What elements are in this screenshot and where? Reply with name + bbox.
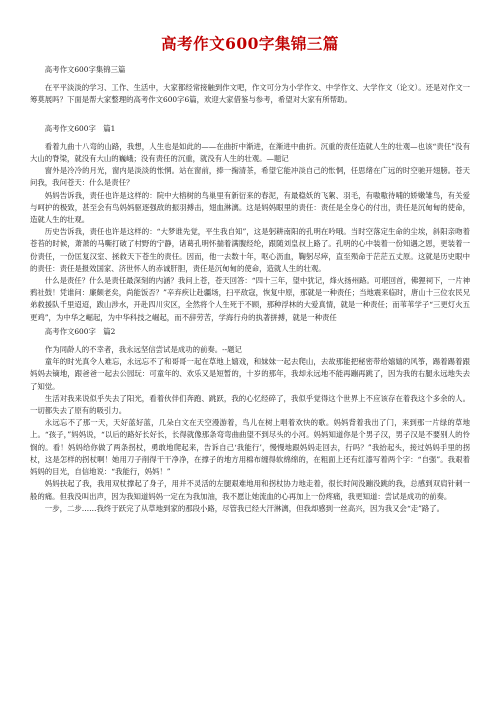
- intro-paragraph: 在平平淡淡的学习、工作、生活中，大家都经常接触到作文吧，作文可分为小学作文、中学作文、大学作文（论文）。还是对作文一筹莫展吗？下面是帮大家整理的高考作文600字6篇，欢迎大家借鉴与参考，希望对大家有所帮助。: [30, 83, 470, 105]
- section-2-heading: 高考作文600字 篇2: [44, 326, 116, 336]
- section-2-paragraph: 生活对我来说似乎失去了阳光，看着伙伴们奔跑、跳跃，我的心忆经碎了，我似乎觉得这个世界上不应该存在着我这个多余的人。一切都失去了原有的吸引力。: [30, 393, 470, 416]
- section-2-paragraph: 童年的时光真令人难忘，永远忘不了和哥哥一起在草地上嬉戏，和妹妹一起去爬山，去故那能把秘密带给嬉嬉的风筝，踢着踢着跟妈妈去镝地，跟爸爸一起去公园玩：可童年的、欢乐又是短暂的，十岁的那年，我却永远地不能再蹦再跳了，因为我的右腿永远地失去了知觉。: [30, 357, 470, 391]
- section-2-paragraph: 一步，二步……我终于跃完了从草地到家的那段小路，尽管我已经大汗淋漓，但我却感到一丝高兴，因为我又会“走”路了。: [44, 503, 445, 513]
- section-1-paragraph: 看着九曲十八弯的山路，我想，人生也是如此的——在曲折中渐进，在渐进中曲折。沉重的责任造就人生的壮观—也该“责任”没有大山的脊梁，就没有大山的巍峨；没有责任的沉重，就没有人生的壮观。—题记: [30, 141, 470, 164]
- document-subtitle: 高考作文600字集锦三篇: [44, 65, 126, 74]
- spacer: [30, 107, 470, 115]
- section-1-paragraph: 窗外是冷冷的月光，窗内是淡淡的怅惘。站在窗前，捧一掬清茶，希望它能冲淡自己的怅惘，任思绪在广远的时空驰开翅膀。苍天问我，我问苍天：什么是责任？: [30, 166, 470, 188]
- section-1-paragraph: 历史告诉我，责任也许是这样的：“大梦谁先觉，平生我自知”，这是躬耕南阳的孔明在吟哦。当时空落定生命的尘埃，斜阳亲吻着苍苔的时候，萧萧的马嘶打破了村野的宁静，诸葛孔明怀揣着满腹经纶，跟随刘皇叔上路了。孔明的心中装着一份知遇之恩，更装着一份责任，一份匡复汉室、拯救天下苍生的责任。因而，他一去数十年，呕心沥血，鞠躬尽瘁，直至殒命于茫茫五丈原。这就是历史眼中的责任：责任是报效国家、济世怀人的赤诚肝胆，责任是沉甸甸的使命，造就人生的壮观。: [30, 227, 470, 273]
- document-title: 高考作文600字集锦三篇: [161, 34, 339, 53]
- section-2-paragraph: 作为同龄人的不幸者，我永远坚信尝试是成功的前奏。--题记: [44, 345, 242, 355]
- section-2-paragraph: 永远忘不了那一天，天好蓝好蓝，几朵白文在天空漫游着，鸟儿在树上唱着欢快的歌。妈妈背着我出了门，来到那一片绿的草地上。“孩子，”妈妈说，“以后的路好长好长，长得就像那条弯弯曲曲望不到尽头的小河。妈妈知道你是个男子汉，男子汉是不要别人的怜悯的。看！妈妈给你做了两条拐杖，勇敢地爬起来，告诉自己‘我能行’，慢慢地跟妈妈走回去，行吗？”我抬起头，接过妈妈手里的拐杖，这是怎样的拐杖啊！她用刀子削得干干净净，在撑子的地方用棉布缠得软绵绵的，在粗面上还有红漆写着两个字：“自强”。我艰着妈妈的目光，自信地说：“我能行，妈妈！”: [30, 418, 470, 477]
- section-1-heading: 高考作文600字 篇1: [44, 123, 116, 133]
- section-2-paragraph: 妈妈扶起了我，我用双杖撑起了身子，用并不灵活的左腿艰难地用和拐杖协力地走着，很长时间没蹦没跳的我，总感到双肩针刺一般的痛。但我没叫出声，因为我知道妈妈一定在为我加油，我不愿让她流血的心再加上一份疼痛，我更知道：尝试是成功的前奏。: [30, 479, 470, 501]
- section-1-paragraph: 什么是责任？什么是责任最深刻的内涵？我问上苍，苍天回答：“四十三年，望中犹记，烽火扬州路。可堪回首，佛狸祠下，一片神鸦社鼓！凭谁问：廉颇老矣，尚能饭否？”辛弃疾让赴疆场，扫平敌寇，恢复中原，那就是一种责任；当地震来临时，唐山十三位农民兄弟救援队千里迢迢，跋山涉水，开赴四川灾区，全然将个人生死于不顾，那种浮林的大爱真情，就是一种责任；而苇苇学子“三更灯火五更鸡”，为中华之崛起，为中华科技之崛起，而不辞劳苦，学海行舟的执著拼搏，就是一种责任: [30, 276, 470, 322]
- section-1-paragraph: 妈妈告诉我，责任也许是这样的：院中大榕树的鸟巢里有新衍来的春泥，有最稳妖的飞絮、羽毛，有嗷嗷待哺的娇嫩雏鸟，有关爱与呵护的极致，甚至会有鸟妈妈驱逐强敌的振羽搏击，翅血淋漓。这是妈妈眼里的责任：责任是全身心的付出，责任是沉甸甸的使命，造就人生的壮观。: [30, 190, 470, 225]
